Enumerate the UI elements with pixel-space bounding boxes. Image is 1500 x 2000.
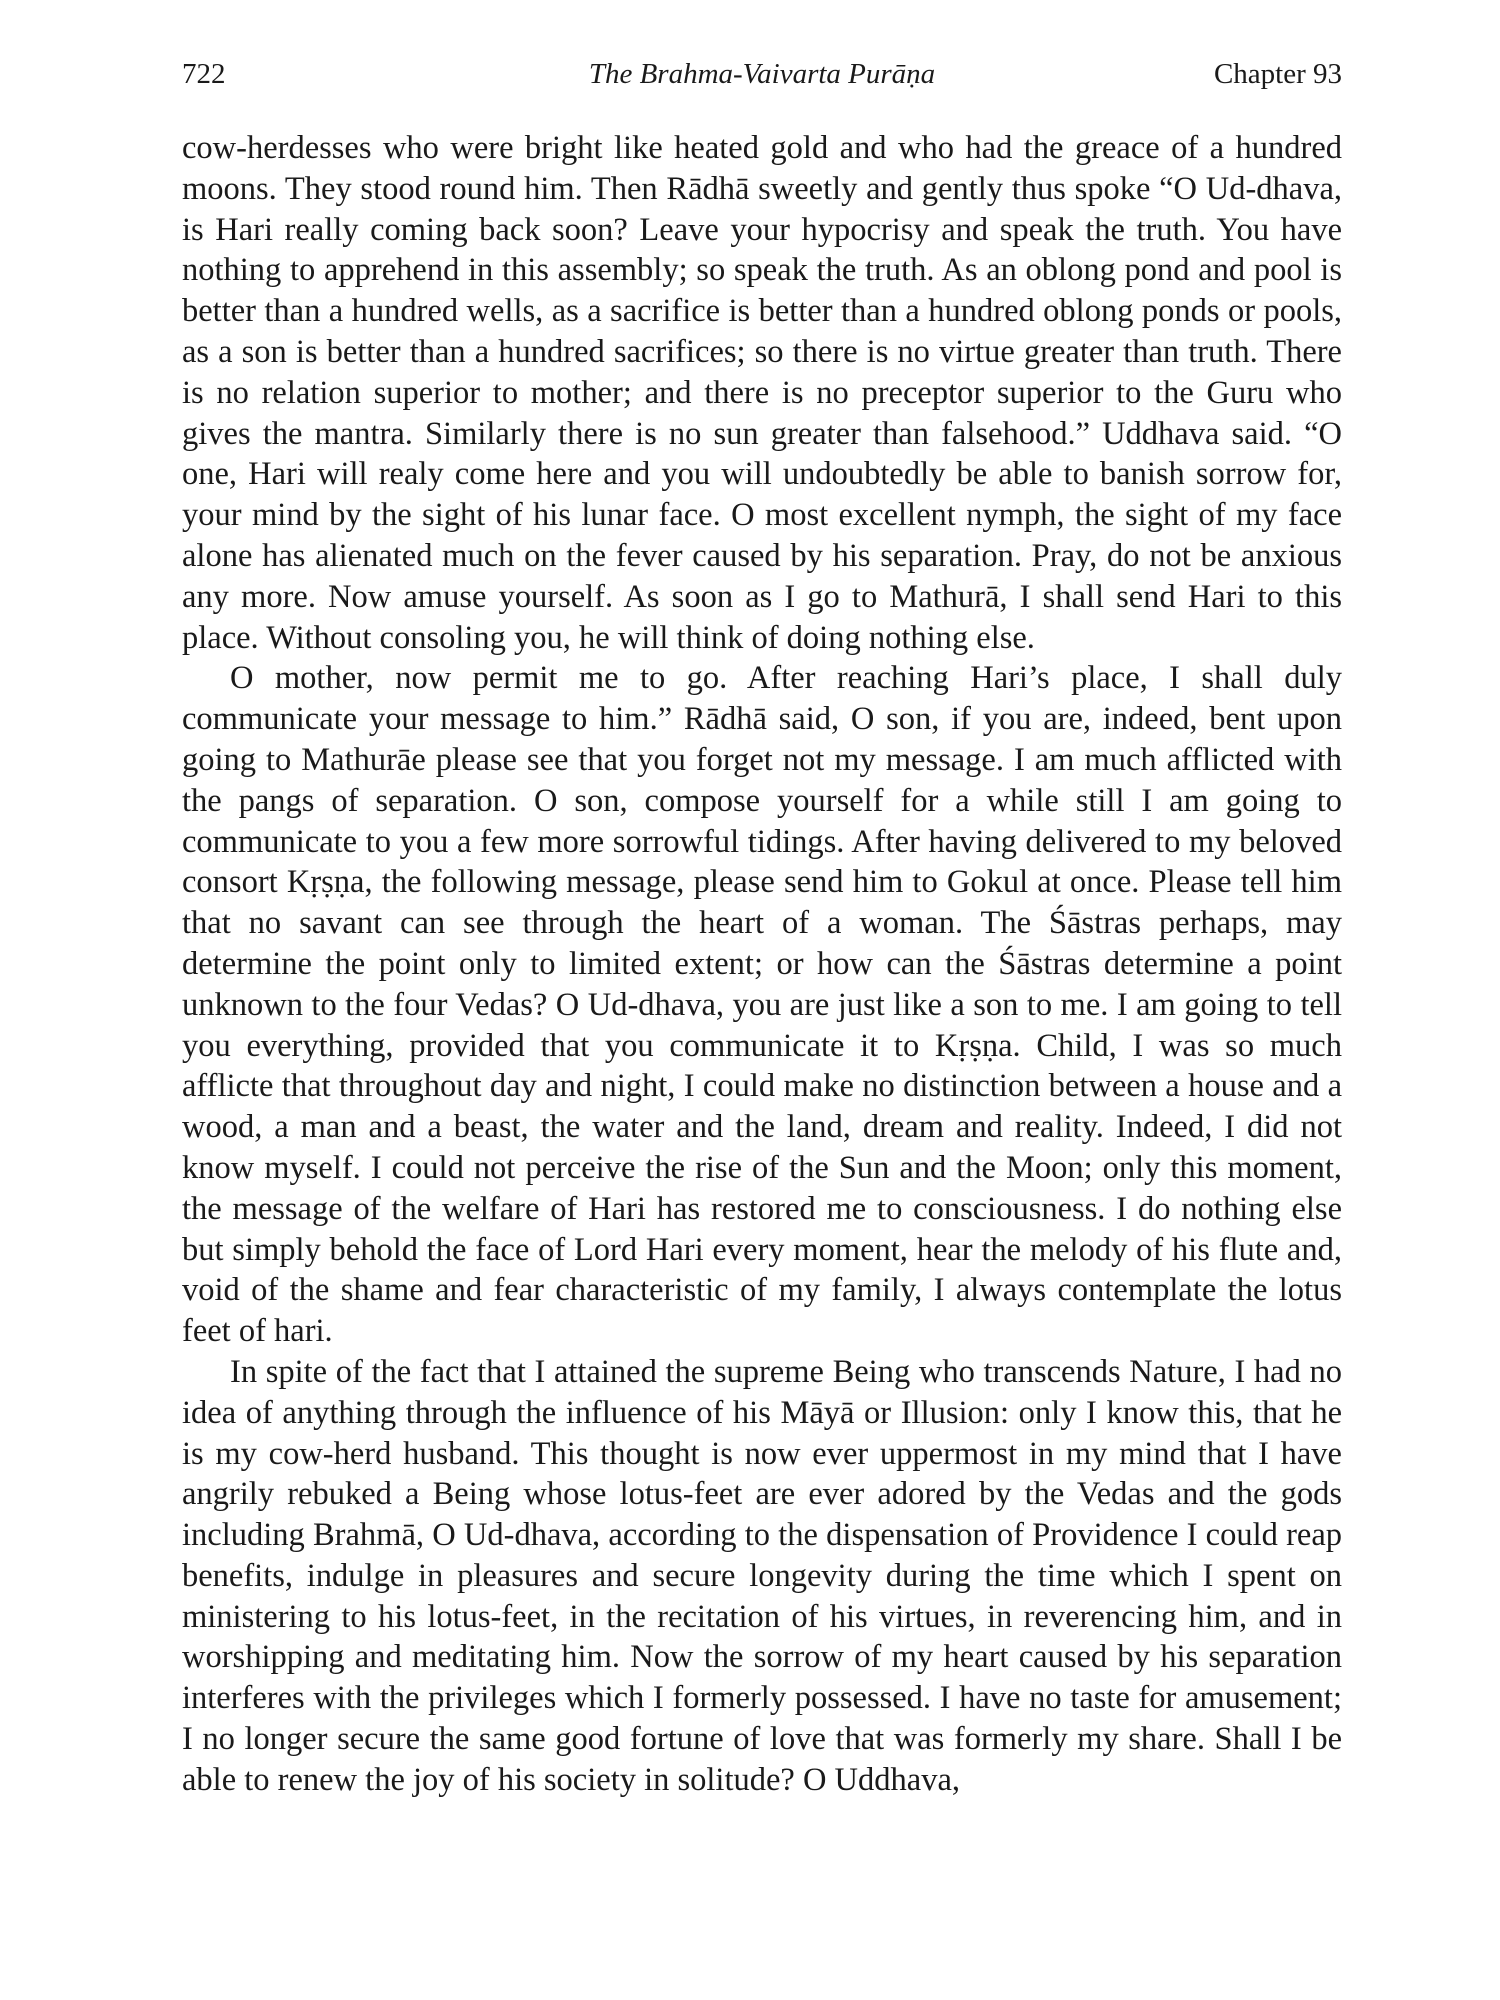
page-number: 722	[182, 58, 226, 90]
book-title: The Brahma-Vaivarta Purāṇa	[588, 58, 936, 90]
paragraph-1: cow-herdesses who were bright like heated gold and who had the greace of a hundred moons. They stood round him. Then Rādhā sweetly and gently thus spoke “O Ud-dhava, is Hari really coming back soon? Leave your hypocrisy and speak the truth. You have nothing to apprehend in this assembly; so speak the truth. As an oblong pond and pool is better than a hundred wells, as a sacrifice is better than a hundred oblong ponds or pools, as a son is better than a hundred sacrifices; so there is no virtue greater than truth. There is no relation superior to mother; and there is no preceptor superior to the Guru who gives the mantra. Similarly there is no sun greater than falsehood.” Uddhava said. “O one, Hari will realy come here and you will undoubtedly be able to banish sorrow for, your mind by the sight of his lunar face. O most excellent nymph, the sight of my face alone has alienated much on the fever caused by his separation. Pray, do not be anxious any more. Now amuse yourself. As soon as I go to Mathurā, I shall send Hari to this place. Without consoling you, he will think of doing nothing else.	[182, 130, 1342, 656]
chapter-label: Chapter 93	[1213, 58, 1342, 90]
running-header	[182, 52, 1342, 96]
body-text	[182, 128, 1342, 1801]
paragraph-3: In spite of the fact that I attained the supreme Being who transcends Nature, I had no idea of anything through the influence of his Māyā or Illusion: only I know this, that he is my cow-herd husband. This thought is now ever uppermost in my mind that I have angrily rebuked a Being whose lotus-feet are ever adored by the Vedas and the gods including Brahmā, O Ud-dhava, according to the dispensation of Providence I could reap benefits, indulge in pleasures and secure longevity during the time which I spent on ministering to his lotus-feet, in the recitation of his virtues, in reverencing him, and in worshipping and meditating him. Now the sorrow of my heart caused by his separation interferes with the privileges which I formerly possessed. I have no taste for amusement; I no longer secure the same good fortune of love that was formerly my share. Shall I be able to renew the joy of his society in solitude? O Uddhava,	[182, 1353, 1342, 1798]
paragraph-2: O mother, now permit me to go. After reaching Hari’s place, I shall duly communicate your message to him.” Rādhā said, O son, if you are, indeed, bent upon going to Mathurāe please see that you forget not my message. I am much afflicted with the pangs of separation. O son, compose yourself for a while still I am going to communicate to you a few more sorrowful tidings. After having delivered to my beloved consort Kṛṣṇa, the following message, please send him to Gokul at once. Please tell him that no savant can see through the heart of a woman. The Śāstras perhaps, may determine the point only to limited extent; or how can the Śāstras determine a point unknown to the four Vedas? O Ud-dhava, you are just like a son to me. I am going to tell you everything, provided that you communicate it to Kṛṣṇa. Child, I was so much afflicte that throughout day and night, I could make no distinction between a house and a wood, a man and a beast, the water and the land, dream and reality. Indeed, I did not know myself. I could not perceive the rise of the Sun and the Moon; only this moment, the message of the welfare of Hari has restored me to consciousness. I do nothing else but simply behold the face of Lord Hari every moment, hear the melody of his flute and, void of the shame and fear characteristic of my family, I always contemplate the lotus feet of hari.	[182, 660, 1342, 1350]
